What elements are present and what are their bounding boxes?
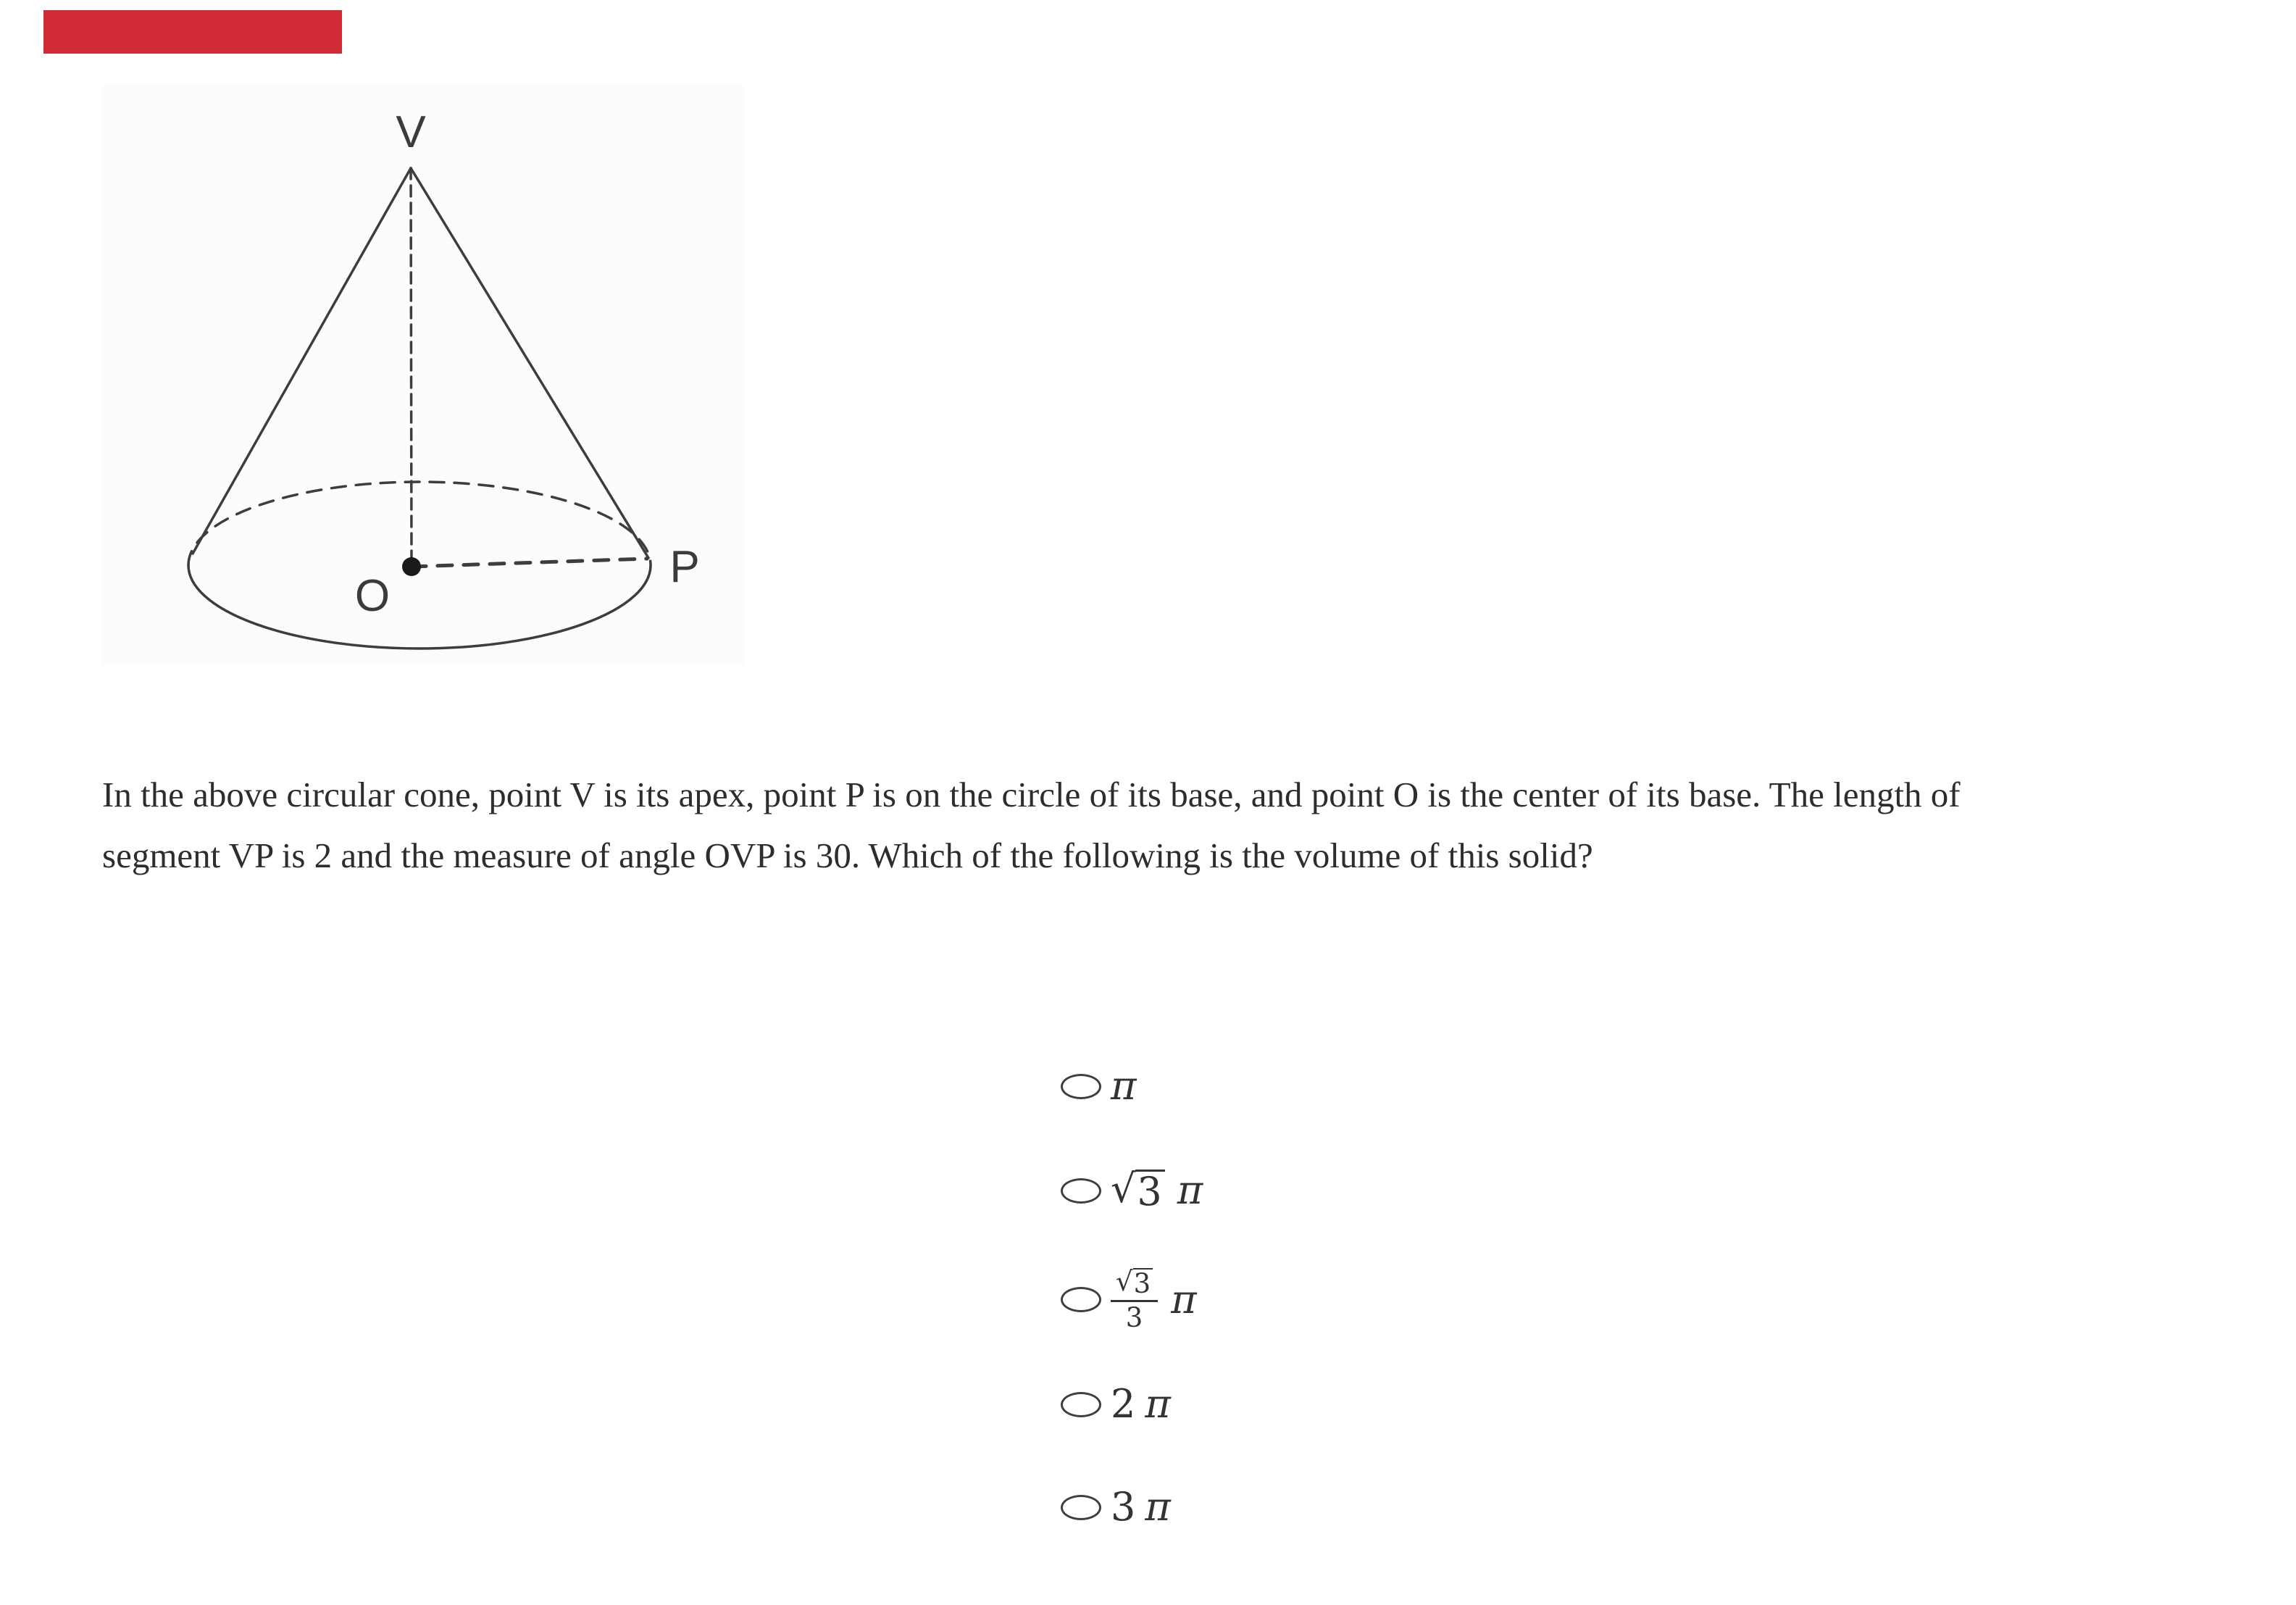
option-row-1 [1061,1064,1137,1108]
height-dashed-line [411,168,412,567]
option-3-label: √ 3 3 π [1111,1268,1197,1331]
right-slant-line [411,168,648,558]
option-row-4 [1061,1383,1171,1426]
question-line-1: In the above circular cone, point V is its apex, point P is on the circle of its base, and point O is the center of its base. The length of [102,775,1961,814]
radio-button-option-4[interactable] [1061,1392,1101,1417]
cone-figure-image [102,85,745,664]
center-dot [402,557,421,576]
red-indicator-bar [43,10,342,54]
option-row-3 [1061,1265,1197,1334]
fraction-expression: √ 3 3 [1111,1268,1158,1331]
base-ellipse-front-arc [188,565,651,649]
radio-button-option-1[interactable] [1061,1074,1101,1099]
cone-figure [102,85,745,664]
radio-button-option-5[interactable] [1061,1495,1101,1520]
option-row-2 [1061,1166,1203,1214]
question-text [102,764,1961,886]
base-point-label: P [669,542,700,592]
radius-dashed-line [412,559,647,567]
option-2-label: √ 3 π [1111,1166,1203,1214]
option-4-label: 2 π [1111,1381,1171,1427]
left-slant-line [193,168,411,554]
apex-label: V [396,107,426,157]
option-1-label: π [1111,1063,1137,1109]
sqrt-expression: √ 3 [1111,1170,1165,1212]
base-ellipse-back-arc [188,482,651,565]
option-5-label: 3 π [1111,1484,1171,1530]
option-row-5 [1061,1485,1171,1529]
base-center-label: O [354,571,391,621]
radio-button-option-3[interactable] [1061,1287,1101,1312]
radio-button-option-2[interactable] [1061,1178,1101,1204]
question-line-2: segment VP is 2 and the measure of angle OVP is 30. Which of the following is the volume of this solid? [102,835,1593,875]
